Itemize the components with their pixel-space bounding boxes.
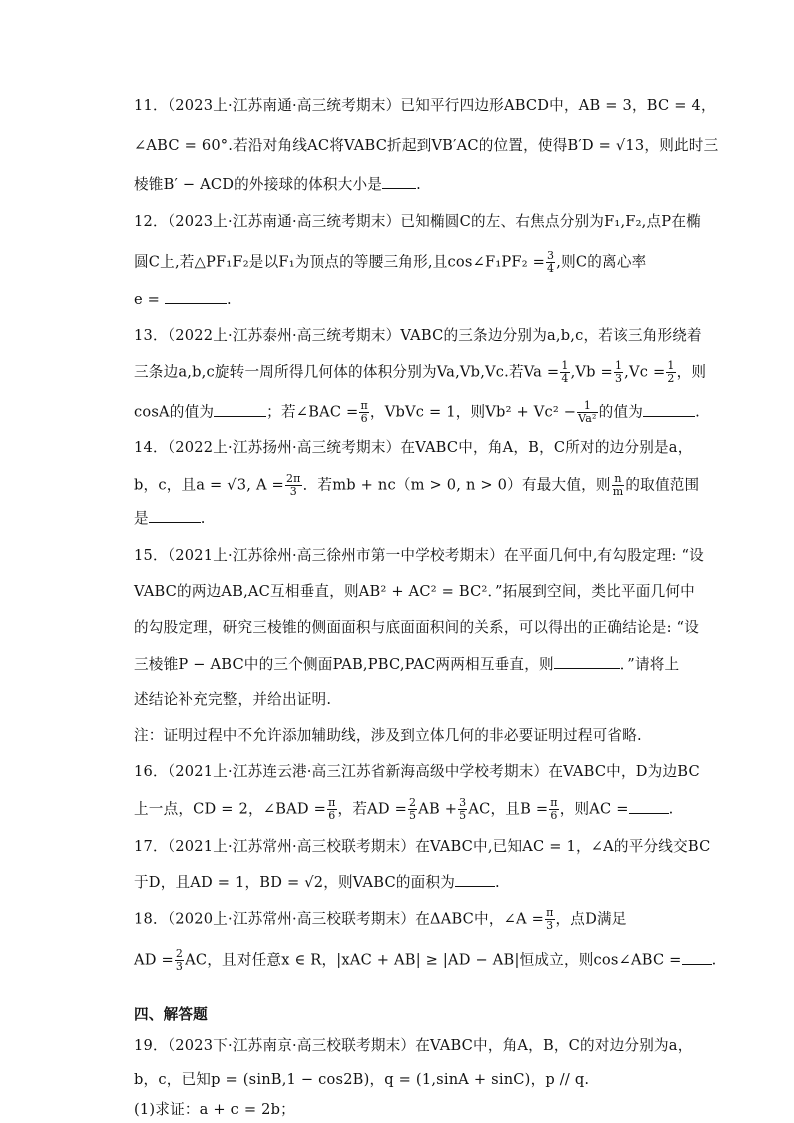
q14-text-c: 的取值范围 [625, 476, 700, 494]
q11-line3: 棱锥B′ − ACD的外接球的体积大小是 . [134, 176, 421, 193]
q13-text-d: ，则 [676, 363, 707, 381]
q17-line2: 于D，且AD = 1，BD = √2，则VABC的面积为 . [134, 874, 500, 891]
q13-line3: cosA的值为 ；若∠BAC = $\frac{\pi}{6}$ ，VbVc = 1，则Vb² + Vc² − $\frac{1}{\text{Va²}}$ 的值为 . [134, 399, 700, 425]
q19-line1: 19．（2023下·江苏南京·高三校联考期末）在VABC中，角A，B，C的对边分别为a， [134, 1037, 693, 1054]
q13-text-f: ；若∠BAC = [266, 403, 359, 421]
fraction: $\frac{\pi}{6}$ [550, 796, 558, 822]
q16-line1: 16．（2021上·江苏连云港·高三江苏省新海高级中学校考期末）在VABC中，D为边BC [134, 763, 700, 780]
q17-line1: 17．（2021上·江苏常州·高三校联考期末）在VABC中,已知AC = 1，∠A的平分线交BC [134, 838, 711, 855]
q13-text-g: ，VbVc = 1，则Vb² + Vc² − [369, 403, 577, 421]
fraction: $\frac{1}{3}$ [614, 359, 623, 385]
fraction: $\frac{3}{5}$ [459, 796, 467, 822]
answer-blank [629, 799, 669, 814]
q13-text-h: 的值为 [598, 403, 644, 421]
fraction: $\frac{3}{4}$ [547, 249, 555, 275]
section-title: 四、解答题 [134, 1006, 208, 1023]
q16-text-d: AC，且B = [468, 800, 549, 818]
q12-text-c: e = [134, 291, 161, 308]
q16-text-e: ，则AC = [559, 800, 629, 818]
q16-text-c: AB + [418, 800, 458, 818]
answer-blank [554, 654, 620, 669]
q14-text-b: ．若mb + nc（m > 0, n > 0）有最大值，则 [302, 476, 611, 494]
fraction: $\frac{\pi}{6}$ [360, 399, 368, 425]
q14-text-d: 是 [134, 510, 149, 527]
q15-line1: 15．（2021上·江苏徐州·高三徐州市第一中学校考期末）在平面几何中,有勾股定理: “设 [134, 547, 704, 564]
q12-text-b: ,则C的离心率 [556, 253, 647, 271]
answer-blank [165, 289, 227, 304]
answer-blank [643, 402, 695, 417]
fraction: $\frac{\pi}{6}$ [328, 796, 336, 822]
q16-text-b: ，若AD = [337, 800, 408, 818]
q16-text-a: 上一点，CD = 2，∠BAD = [134, 800, 327, 818]
answer-blank [149, 508, 201, 523]
fraction: $\frac{1}{2}$ [667, 359, 675, 385]
q15-line4 [134, 654, 680, 675]
fraction: $\frac{1}{4}$ [561, 359, 569, 385]
q11-line1: 11．（2023上·江苏南通·高三统考期末）已知平行四边形ABCD中，AB = 3，BC = 4， [134, 97, 716, 114]
q14-line3: 是 . [134, 510, 206, 527]
fraction: $\frac{1}{\text{Va²}}$ [578, 399, 597, 425]
q15-note: 注：证明过程中不允许添加辅助线，涉及到立体几何的非必要证明过程可省略. [134, 727, 642, 744]
q18-text-a: 18．（2020上·江苏常州·高三校联考期末）在ΔABC中，∠A = [134, 910, 545, 928]
q16-line2: 上一点，CD = 2，∠BAD = $\frac{\pi}{6}$ ，若AD = $\frac{2}{5}$ AB + $\frac{3}{5}$ AC，且B = $\frac{\pi}{6}$ ，则AC = . [134, 796, 674, 822]
q14-line2 [134, 472, 700, 498]
q13-text-b: ,Vb = [570, 363, 613, 381]
q14-text-a: b，c，且a = √3, A = [134, 476, 284, 494]
fraction: $\frac{n}{m}$ [612, 472, 624, 498]
q15-text-b: ．”请将上 [619, 656, 680, 673]
q13-text-e: cosA的值为 [134, 403, 215, 421]
q13-line1: 13．（2022上·江苏泰州·高三统考期末）VABC的三条边分别为a,b,c，若该三角形绕着 [134, 327, 702, 344]
q12-line1: 12．（2023上·江苏南通·高三统考期末）已知椭圆C的左、右焦点分别为F₁,F₂,点P在椭 [134, 213, 701, 230]
q11-line2: ∠ABC = 60°.若沿对角线AC将VABC折起到VB′AC的位置，使得B′D = √13，则此时三 [134, 137, 719, 154]
answer-blank [214, 402, 266, 417]
answer-blank [682, 950, 712, 965]
fraction: $\frac{\pi}{3}$ [546, 906, 554, 932]
q15-line2: VABC的两边AB,AC互相垂直，则AB² + AC² = BC²．”拓展到空间，类比平面几何中 [134, 583, 695, 600]
answer-blank [455, 872, 495, 887]
q19-sub1: (1)求证：a + c = 2b； [134, 1101, 295, 1118]
fraction: $\frac{2}{5}$ [409, 796, 417, 822]
q18-text-b: ，点D满足 [555, 910, 627, 928]
fraction: $\frac{2\pi}{3}$ [285, 472, 301, 498]
q11-text: 棱锥B′ − ACD的外接球的体积大小是 [134, 176, 383, 193]
q14-line1: 14．（2022上·江苏扬州·高三统考期末）在VABC中，角A，B，C所对的边分别是a， [134, 439, 693, 456]
q18-line1 [134, 907, 664, 932]
q15-line5: 述结论补充完整，并给出证明. [134, 691, 332, 708]
q19-line2: b，c，已知p = (sinB,1 − cos2B)，q = (1,sinA + sinC)，p // q. [134, 1071, 590, 1088]
fraction: $\frac{2}{3}$ [175, 947, 184, 973]
q15-text-a: 三棱锥P − ABC中的三个侧面PAB,PBC,PAC两两相互垂直，则 [134, 656, 554, 673]
q13-text-c: ,Vc = [624, 363, 666, 381]
q17-text: 于D，且AD = 1，BD = √2，则VABC的面积为 [134, 874, 456, 891]
answer-blank [382, 174, 416, 189]
q18-text-d: AC，且对任意x ∈ R，|xAC + AB| ≥ |AD − AB|恒成立，则cos∠ABC = [185, 951, 682, 969]
q13-text-a: 三条边a,b,c旋转一周所得几何体的体积分别为Va,Vb,Vc.若Va = [134, 363, 560, 381]
q12-line3: e = . [134, 291, 232, 308]
q15-line3: 的勾股定理，研究三棱锥的侧面面积与底面面积间的关系，可以得出的正确结论是: “设 [134, 619, 699, 636]
q12-line2 [134, 250, 664, 275]
q18-line2: AD = $\frac{2}{3}$ AC，且对任意x ∈ R，|xAC + AB| ≥ |AD − AB|恒成立，则cos∠ABC = . [134, 947, 717, 973]
q18-text-c: AD = [134, 951, 174, 969]
q13-line2 [134, 359, 707, 385]
q12-text-a: 圆C上,若△PF₁F₂是以F₁为顶点的等腰三角形,且cos∠F₁PF₂ = [134, 253, 546, 271]
